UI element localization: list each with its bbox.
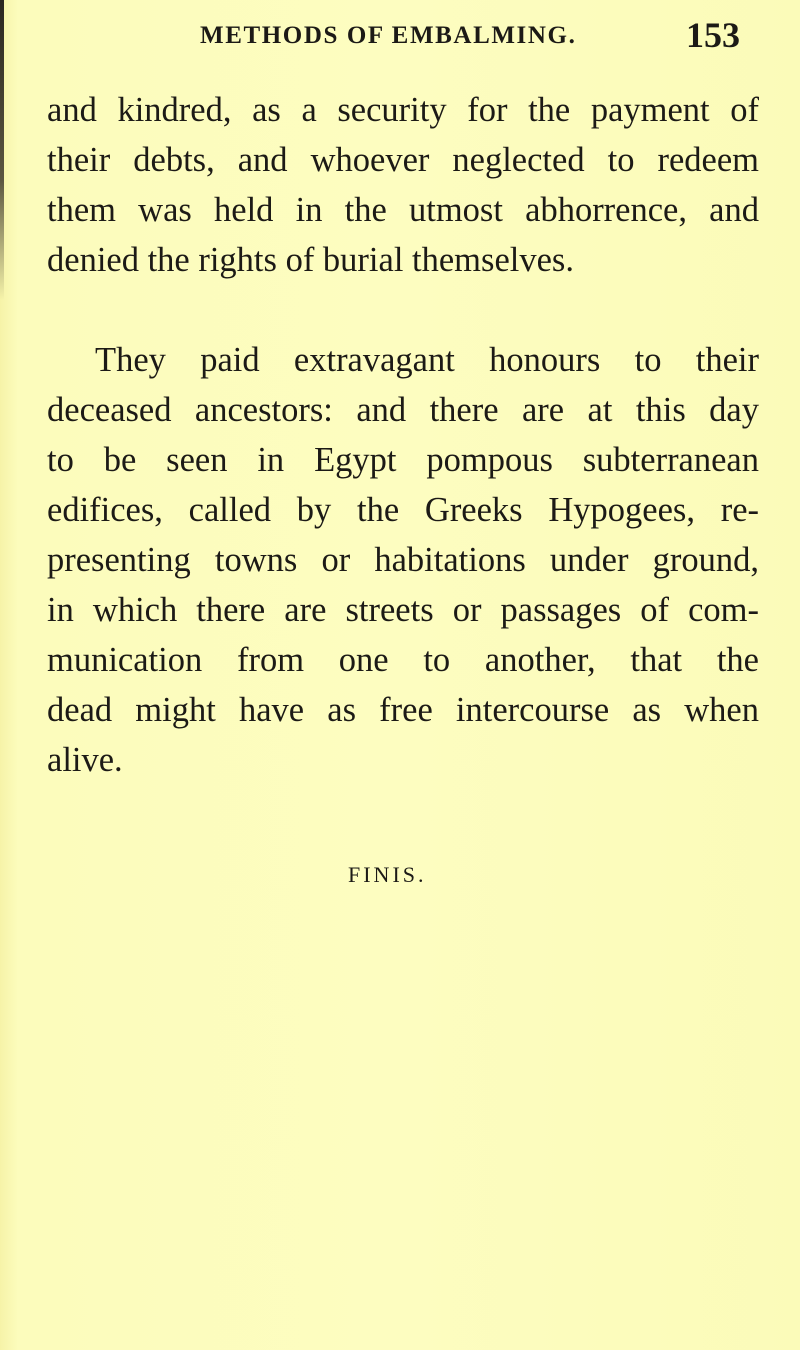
finis-mark: FINIS. — [348, 862, 427, 887]
text-line: dead might have as free intercourse as when — [47, 691, 759, 729]
text-line: presenting towns or habitations under ground, — [47, 541, 759, 579]
page-number: 153 — [686, 15, 740, 55]
running-head: METHODS OF EMBALMING. — [200, 22, 577, 49]
text-line: denied the rights of burial themselves. — [47, 241, 574, 279]
page-spine-edge — [0, 0, 4, 300]
text-line: munication from one to another, that the — [47, 641, 759, 679]
text-line: They paid extravagant honours to their — [95, 341, 759, 379]
text-line: their debts, and whoever neglected to redeem — [47, 141, 759, 179]
text-line: them was held in the utmost abhorrence, and — [47, 191, 759, 229]
text-line: deceased ancestors: and there are at this day — [47, 391, 759, 429]
text-line: in which there are streets or passages of com- — [47, 591, 759, 629]
text-line: edifices, called by the Greeks Hypogees, re- — [47, 491, 759, 529]
text-line: and kindred, as a security for the payment of — [47, 91, 759, 129]
text-line: to be seen in Egypt pompous subterranean — [47, 441, 759, 479]
paragraph-gap — [47, 285, 759, 335]
body-text — [47, 85, 759, 785]
text-line: alive. — [47, 741, 123, 779]
